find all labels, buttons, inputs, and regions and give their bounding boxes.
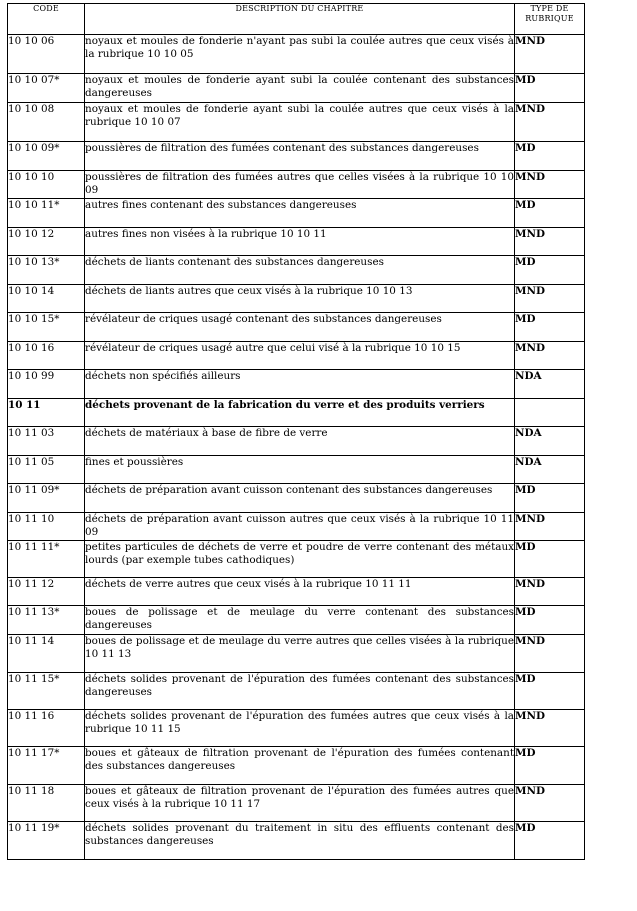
- code-cell: 10 11 14: [8, 635, 85, 673]
- description-cell: déchets solides provenant de l'épuration des fumées contenant des substances dangereuses: [85, 673, 515, 710]
- type-cell: NDA: [515, 456, 585, 484]
- description-cell: déchets solides provenant du traitement in situ des effluents contenant des substances dangereuses: [85, 822, 515, 860]
- code-cell: 10 10 10: [8, 171, 85, 199]
- type-cell: MD: [515, 606, 585, 635]
- description-cell: déchets solides provenant de l'épuration des fumées autres que ceux visés à la rubrique 10 11 15: [85, 710, 515, 747]
- table-row: [8, 484, 585, 513]
- description-cell: noyaux et moules de fonderie ayant subi la coulée autres que ceux visés à la rubrique 10 10 07: [85, 103, 515, 142]
- table-row: [8, 710, 585, 747]
- type-cell: NDA: [515, 427, 585, 456]
- code-cell: 10 10 12: [8, 228, 85, 256]
- type-cell: MND: [515, 710, 585, 747]
- type-cell: MND: [515, 103, 585, 142]
- description-cell: autres fines non visées à la rubrique 10 10 11: [85, 228, 515, 256]
- section-heading-row: [8, 399, 585, 427]
- description-cell: déchets de liants contenant des substances dangereuses: [85, 256, 515, 285]
- table-row: [8, 747, 585, 785]
- code-cell: 10 10 15*: [8, 313, 85, 342]
- type-cell: MND: [515, 785, 585, 822]
- code-cell: 10 10 14: [8, 285, 85, 313]
- code-cell: 10 11 09*: [8, 484, 85, 513]
- type-cell: MD: [515, 822, 585, 860]
- table-row: [8, 342, 585, 370]
- table-row: [8, 256, 585, 285]
- table-row: [8, 199, 585, 228]
- description-cell: déchets de préparation avant cuisson contenant des substances dangereuses: [85, 484, 515, 513]
- type-cell: MND: [515, 228, 585, 256]
- type-cell: MND: [515, 285, 585, 313]
- table-row: [8, 635, 585, 673]
- table-row: [8, 606, 585, 635]
- code-cell: 10 10 11*: [8, 199, 85, 228]
- description-cell: déchets de matériaux à base de fibre de verre: [85, 427, 515, 456]
- code-cell: 10 10 16: [8, 342, 85, 370]
- table-row: [8, 285, 585, 313]
- code-cell: 10 10 13*: [8, 256, 85, 285]
- table-row: [8, 35, 585, 74]
- description-cell: révélateur de criques usagé contenant des substances dangereuses: [85, 313, 515, 342]
- type-cell: MD: [515, 673, 585, 710]
- code-cell: 10 10 08: [8, 103, 85, 142]
- type-cell: MD: [515, 142, 585, 171]
- table-row: [8, 513, 585, 541]
- description-cell: déchets de liants autres que ceux visés à la rubrique 10 10 13: [85, 285, 515, 313]
- code-cell: 10 11 05: [8, 456, 85, 484]
- table-row: [8, 673, 585, 710]
- type-cell: [515, 399, 585, 427]
- code-cell: 10 11 16: [8, 710, 85, 747]
- table-row: [8, 427, 585, 456]
- type-cell: MND: [515, 342, 585, 370]
- type-cell: MND: [515, 578, 585, 606]
- description-cell: noyaux et moules de fonderie ayant subi la coulée contenant des substances dangereuses: [85, 74, 515, 103]
- column-header-code: CODE: [8, 4, 85, 35]
- description-cell: déchets provenant de la fabrication du verre et des produits verriers: [85, 399, 515, 427]
- description-cell: autres fines contenant des substances dangereuses: [85, 199, 515, 228]
- code-cell: 10 11 15*: [8, 673, 85, 710]
- code-cell: 10 10 99: [8, 370, 85, 399]
- description-cell: petites particules de déchets de verre et poudre de verre contenant des métaux lourds (par exemple tubes cathodiques): [85, 541, 515, 578]
- type-cell: MD: [515, 256, 585, 285]
- table-row: [8, 370, 585, 399]
- table-row: [8, 456, 585, 484]
- code-cell: 10 11 12: [8, 578, 85, 606]
- type-cell: MND: [515, 513, 585, 541]
- code-cell: 10 11 03: [8, 427, 85, 456]
- type-cell: MD: [515, 747, 585, 785]
- type-cell: MD: [515, 484, 585, 513]
- header-row: [8, 4, 585, 35]
- table-row: [8, 541, 585, 578]
- type-cell: MD: [515, 74, 585, 103]
- description-cell: déchets de préparation avant cuisson autres que ceux visés à la rubrique 10 11 09: [85, 513, 515, 541]
- table-row: [8, 74, 585, 103]
- document-page: [7, 3, 584, 860]
- description-cell: fines et poussières: [85, 456, 515, 484]
- description-cell: déchets non spécifiés ailleurs: [85, 370, 515, 399]
- code-cell: 10 11 10: [8, 513, 85, 541]
- type-cell: NDA: [515, 370, 585, 399]
- table-row: [8, 103, 585, 142]
- type-cell: MND: [515, 35, 585, 74]
- code-cell: 10 11 17*: [8, 747, 85, 785]
- code-cell: 10 10 07*: [8, 74, 85, 103]
- description-cell: poussières de filtration des fumées contenant des substances dangereuses: [85, 142, 515, 171]
- code-cell: 10 11 11*: [8, 541, 85, 578]
- description-cell: déchets de verre autres que ceux visés à la rubrique 10 11 11: [85, 578, 515, 606]
- type-cell: MND: [515, 171, 585, 199]
- table-row: [8, 578, 585, 606]
- type-cell: MD: [515, 199, 585, 228]
- table-row: [8, 785, 585, 822]
- table-row: [8, 142, 585, 171]
- column-header-type: TYPE DE RUBRIQUE: [515, 4, 585, 35]
- table-body: [8, 35, 585, 860]
- description-cell: poussières de filtration des fumées autres que celles visées à la rubrique 10 10 09: [85, 171, 515, 199]
- table-row: [8, 171, 585, 199]
- table-row: [8, 313, 585, 342]
- description-cell: boues et gâteaux de filtration provenant de l'épuration des fumées contenant des substances dangereuses: [85, 747, 515, 785]
- description-cell: boues de polissage et de meulage du verre autres que celles visées à la rubrique 10 11 13: [85, 635, 515, 673]
- description-cell: boues et gâteaux de filtration provenant de l'épuration des fumées autres que ceux visés à la rubrique 10 11 17: [85, 785, 515, 822]
- table-row: [8, 822, 585, 860]
- code-cell: 10 10 09*: [8, 142, 85, 171]
- table-header: [8, 4, 585, 35]
- code-cell: 10 11: [8, 399, 85, 427]
- column-header-description: DESCRIPTION DU CHAPITRE: [85, 4, 515, 35]
- description-cell: noyaux et moules de fonderie n'ayant pas subi la coulée autres que ceux visés à la rubrique 10 10 05: [85, 35, 515, 74]
- code-cell: 10 11 18: [8, 785, 85, 822]
- waste-code-table: [7, 3, 585, 860]
- type-cell: MD: [515, 541, 585, 578]
- description-cell: boues de polissage et de meulage du verre contenant des substances dangereuses: [85, 606, 515, 635]
- table-row: [8, 228, 585, 256]
- description-cell: révélateur de criques usagé autre que celui visé à la rubrique 10 10 15: [85, 342, 515, 370]
- code-cell: 10 11 19*: [8, 822, 85, 860]
- type-cell: MND: [515, 635, 585, 673]
- type-cell: MD: [515, 313, 585, 342]
- code-cell: 10 11 13*: [8, 606, 85, 635]
- code-cell: 10 10 06: [8, 35, 85, 74]
